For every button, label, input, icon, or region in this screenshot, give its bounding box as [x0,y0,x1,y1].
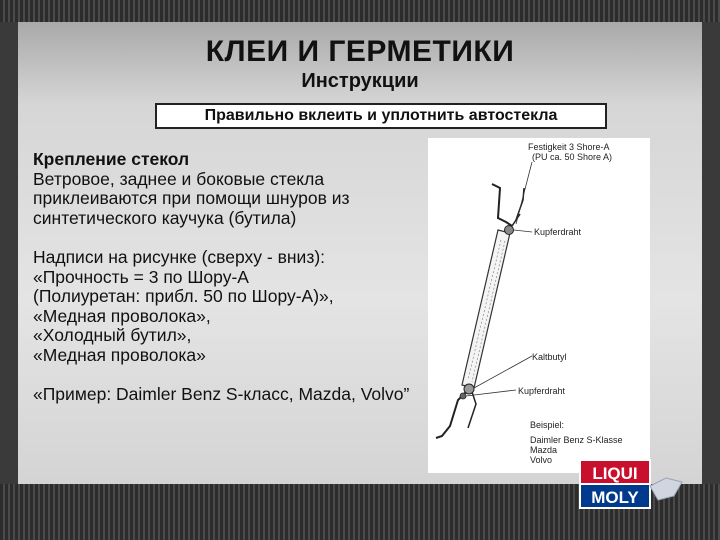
label-copper-lower: Kupferdraht [518,386,566,396]
top-decor-bar [0,0,720,22]
captions-heading: Надписи на рисунке (сверху - вниз): [33,247,326,267]
copper-wire-lower [460,393,466,399]
cold-butyl-bead [464,384,474,394]
upper-frame [492,184,524,226]
body-intro: Ветровое, заднее и боковые стекла приклеиваются при помощи шнуров из синтетического каучука (бутила) [33,168,350,228]
label-strength: Festigkeit 3 Shore-A [528,142,610,152]
caption-line: «Медная проволока», [33,305,211,326]
example-text: «Пример: Daimler Benz S-класс, Mazda, Volvo” [33,384,410,404]
copper-wire-upper [505,226,514,235]
body-text [33,150,418,425]
label-butyl: Kaltbutyl [532,352,567,362]
logo-car-graphic [650,478,682,500]
glass-pane [462,230,510,388]
label-copper-upper: Kupferdraht [534,227,582,237]
label-example-3: Volvo [530,455,553,465]
logo-line-2: MOLY [591,488,639,507]
caption-line: (Полиуретан: прибл. 50 по Шору-А)», [33,286,334,306]
section-title-box: Правильно вклеить и уплотнить автостекла [155,103,607,129]
label-example-2: Mazda [530,445,558,455]
label-pu: (PU ca. 50 Shore A) [532,152,613,162]
caption-line: «Холодный бутил», [33,325,192,345]
windshield-diagram [428,138,650,473]
label-example-head: Beispiel: [530,420,565,430]
caption-line: «Медная проволока» [33,344,206,365]
label-example-1: Daimler Benz S-Klasse [530,435,623,445]
slide-subtitle: Инструкции [301,70,419,92]
lower-frame [436,390,476,438]
liqui-moly-logo [578,456,688,512]
slide-title: КЛЕИ И ГЕРМЕТИКИ [205,35,515,68]
body-heading: Крепление стекол [33,149,190,169]
caption-line: «Прочность = 3 по Шору-А [33,266,249,287]
logo-line-1: LIQUI [592,464,638,483]
